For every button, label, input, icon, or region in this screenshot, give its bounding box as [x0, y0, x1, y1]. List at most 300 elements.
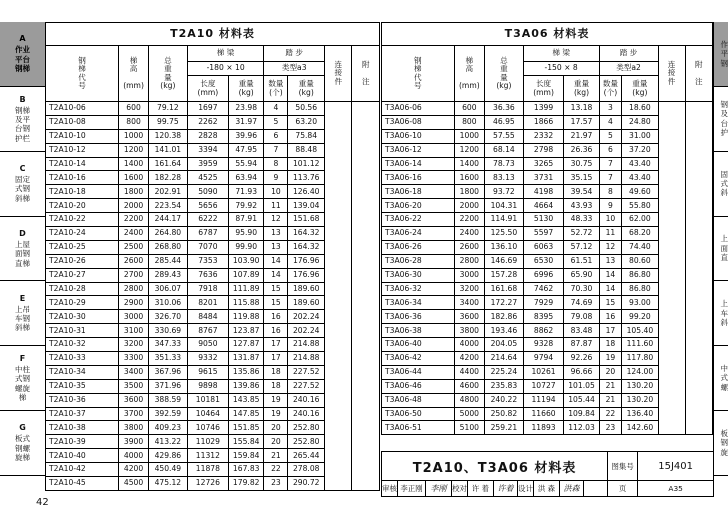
table-cell: 114.91: [485, 213, 524, 227]
table-cell: T3A06-38: [382, 324, 455, 338]
table-cell: T2A10-18: [46, 185, 119, 199]
sidebar-item-label: 中柱 式钢 螺旋 梯: [15, 364, 30, 403]
table-cell: 413.22: [148, 435, 187, 449]
table-cell: 71.93: [228, 185, 263, 199]
sidebar-item-d[interactable]: [0, 217, 45, 282]
table-cell: 3731: [523, 171, 564, 185]
table-cell: 202.24: [288, 324, 325, 338]
table-cell: 31.00: [622, 129, 658, 143]
check-label: 校对: [452, 481, 468, 497]
review-name: 李正刚: [398, 481, 426, 497]
table-cell: 4: [599, 115, 622, 129]
table-cell: 250.82: [485, 407, 524, 421]
table-cell: T2A10-08: [46, 115, 119, 129]
table-cell: 63.20: [288, 115, 325, 129]
atlas-number: 15J401: [638, 452, 714, 481]
table-cell: 78.73: [485, 157, 524, 171]
table-cell: 1400: [119, 157, 149, 171]
table-cell: T3A06-20: [382, 199, 455, 213]
table-cell: 3100: [119, 324, 149, 338]
table-title: T3A06 材料表: [382, 23, 713, 46]
header-connector: 连 接 件: [658, 46, 685, 102]
table-cell: 800: [119, 115, 149, 129]
table-cell: 136.10: [485, 240, 524, 254]
table-cell: T2A10-20: [46, 199, 119, 213]
table-cell: T2A10-45: [46, 477, 119, 491]
table-cell: 39.96: [228, 129, 263, 143]
table-cell: 161.68: [485, 282, 524, 296]
table-cell: 23: [264, 477, 288, 491]
header-step-type: 类型a3: [264, 62, 325, 76]
table-cell: 1400: [454, 157, 485, 171]
table-cell: T3A06-51: [382, 421, 455, 435]
table-cell: 371.96: [148, 379, 187, 393]
table-cell: 112.03: [564, 421, 599, 435]
table-cell: 4400: [454, 365, 485, 379]
table-cell: 3800: [119, 421, 149, 435]
table-cell: 86.80: [622, 268, 658, 282]
table-cell: 204.05: [485, 338, 524, 352]
table-cell: 18.60: [622, 102, 658, 116]
table-cell: 18: [264, 379, 288, 393]
right-category-stub: [713, 22, 728, 476]
table-cell: 202.24: [288, 310, 325, 324]
table-cell: 9332: [187, 352, 228, 366]
table-cell: 83.13: [485, 171, 524, 185]
table-cell: 11: [599, 227, 622, 241]
table-cell: 20: [599, 365, 622, 379]
table-cell: T3A06-22: [382, 213, 455, 227]
table-cell: 9: [599, 199, 622, 213]
check-signature: 许着: [494, 481, 518, 497]
table-cell: 157.28: [485, 268, 524, 282]
table-cell: 2500: [119, 240, 149, 254]
table-cell: T3A06-30: [382, 268, 455, 282]
sidebar-item-c[interactable]: [0, 152, 45, 217]
table-cell: 12: [599, 240, 622, 254]
table-cell: 11660: [523, 407, 564, 421]
table-cell: 3300: [119, 352, 149, 366]
table-cell: T2A10-29: [46, 296, 119, 310]
table-cell: 8767: [187, 324, 228, 338]
table-cell: 7: [599, 171, 622, 185]
header-weight: 总 重 量 (kg): [485, 46, 524, 102]
table-cell: 10: [599, 213, 622, 227]
table-cell: 2000: [119, 199, 149, 213]
table-cell: 31.97: [228, 115, 263, 129]
table-cell: 2332: [523, 129, 564, 143]
table-cell: 10464: [187, 407, 228, 421]
table-cell: 4600: [454, 379, 485, 393]
table-cell: 65.90: [564, 268, 599, 282]
table-cell: 1697: [187, 102, 228, 116]
table-cell: T3A06-50: [382, 407, 455, 421]
table-cell: 367.96: [148, 365, 187, 379]
sidebar-item-a[interactable]: [0, 22, 45, 87]
table-cell: 139.04: [288, 199, 325, 213]
table-cell: 10181: [187, 393, 228, 407]
table-cell: 4664: [523, 199, 564, 213]
table-cell: 21: [599, 379, 622, 393]
table-cell: 3959: [187, 157, 228, 171]
table-cell: T3A06-48: [382, 393, 455, 407]
table-cell: 142.60: [622, 421, 658, 435]
table-cell: T3A06-16: [382, 171, 455, 185]
table-cell: 10727: [523, 379, 564, 393]
table-cell: 79.08: [564, 310, 599, 324]
table-cell: 268.80: [148, 240, 187, 254]
header-note: 附 注: [352, 46, 380, 102]
table-cell: 80.60: [622, 254, 658, 268]
table-cell: 103.90: [228, 254, 263, 268]
table-cell: 57.12: [564, 240, 599, 254]
table-cell: 14: [264, 268, 288, 282]
table-cell: 15: [264, 282, 288, 296]
table-cell: 127.87: [228, 338, 263, 352]
table-cell: 68.14: [485, 143, 524, 157]
table-cell: 176.96: [288, 268, 325, 282]
sidebar-item-label: 上吊 车钢 斜梯: [15, 304, 30, 333]
table-cell: T3A06-06: [382, 102, 455, 116]
table-cell: 8201: [187, 296, 228, 310]
table-cell: 43.40: [622, 171, 658, 185]
table-cell: 2828: [187, 129, 228, 143]
table-cell: 17: [599, 324, 622, 338]
category-sidebar: [0, 22, 46, 476]
table-cell: 2600: [454, 240, 485, 254]
table-cell: 388.59: [148, 393, 187, 407]
table-cell: 5000: [454, 407, 485, 421]
table-cell: 88.48: [288, 143, 325, 157]
table-cell: T2A10-32: [46, 338, 119, 352]
connector-spec: [325, 102, 352, 491]
sidebar-item-key: A: [19, 34, 26, 44]
table-cell: 8862: [523, 324, 564, 338]
sidebar-item-b[interactable]: [0, 87, 45, 152]
table-cell: 24.80: [622, 115, 658, 129]
page-label: 页: [608, 481, 638, 497]
table-cell: 2800: [119, 282, 149, 296]
atlas-label: 图集号: [608, 452, 638, 481]
table-cell: 23: [599, 421, 622, 435]
right-stub-label: 上 车 斜: [720, 299, 728, 327]
table-cell: 62.00: [622, 213, 658, 227]
table-cell: 4: [264, 102, 288, 116]
table-cell: 30.75: [564, 157, 599, 171]
table-cell: 125.50: [485, 227, 524, 241]
table-cell: 5100: [454, 421, 485, 435]
header-note: 附 注: [685, 46, 712, 102]
table-cell: 1600: [454, 171, 485, 185]
table-cell: 1800: [454, 185, 485, 199]
table-cell: 4200: [454, 352, 485, 366]
table-cell: 6530: [523, 254, 564, 268]
table-cell: T3A06-24: [382, 227, 455, 241]
table-cell: T3A06-42: [382, 352, 455, 366]
table-cell: 20: [264, 435, 288, 449]
table-cell: 46.95: [485, 115, 524, 129]
review-label: 审核: [382, 481, 398, 497]
table-cell: 16: [599, 310, 622, 324]
check-name: 许 着: [468, 481, 494, 497]
header-beam-weight: 重量 (kg): [228, 76, 263, 102]
table-cell: 47.95: [228, 143, 263, 157]
table-cell: 79.12: [148, 102, 187, 116]
table-cell: 310.06: [148, 296, 187, 310]
table-cell: 99.20: [622, 310, 658, 324]
table-title: T2A10 材料表: [46, 23, 380, 46]
table-cell: 10: [264, 185, 288, 199]
table-cell: 392.59: [148, 407, 187, 421]
table-cell: T3A06-26: [382, 240, 455, 254]
header-length: 长度 (mm): [187, 76, 228, 102]
table-cell: 2262: [187, 115, 228, 129]
table-cell: 8: [264, 157, 288, 171]
table-cell: T2A10-33: [46, 352, 119, 366]
table-cell: 214.88: [288, 352, 325, 366]
right-stub-label: 板 钢 旋: [720, 428, 728, 457]
right-stub-label: 钢 及 台 护: [720, 100, 728, 138]
design-label: 设计: [518, 481, 534, 497]
sidebar-item-label: 固定 式钢 斜梯: [15, 175, 30, 203]
sidebar-item-key: E: [19, 293, 26, 303]
table-cell: 155.84: [228, 435, 263, 449]
table-cell: 93.00: [622, 296, 658, 310]
table-cell: 7353: [187, 254, 228, 268]
table-cell: 9: [264, 171, 288, 185]
table-cell: 306.07: [148, 282, 187, 296]
review-signature: 李刚: [426, 481, 452, 497]
table-cell: 21.97: [564, 129, 599, 143]
connector-spec: [658, 102, 685, 435]
table-cell: T2A10-36: [46, 393, 119, 407]
sidebar-item-label: 板式 钢螺 旋梯: [15, 434, 30, 463]
table-cell: 141.01: [148, 143, 187, 157]
table-cell: 20: [264, 421, 288, 435]
header-beam: 梯 梁: [523, 46, 599, 62]
sidebar-item-key: B: [19, 94, 26, 104]
table-cell: 2200: [454, 213, 485, 227]
table-cell: 101.05: [564, 379, 599, 393]
table-cell: 9898: [187, 379, 228, 393]
table-cell: 11312: [187, 449, 228, 463]
sidebar-item-key: G: [19, 423, 26, 433]
table-cell: 7929: [523, 296, 564, 310]
header-beam: 梯 梁: [187, 46, 264, 62]
table-cell: 96.66: [564, 365, 599, 379]
table-cell: 3: [599, 102, 622, 116]
table-cell: 5: [264, 115, 288, 129]
table-cell: 429.86: [148, 449, 187, 463]
sidebar-item-label: 上屋 面钢 直梯: [15, 239, 30, 268]
table-cell: 17.57: [564, 115, 599, 129]
table-cell: 113.76: [288, 171, 325, 185]
table-cell: 14: [599, 268, 622, 282]
table-cell: 107.89: [228, 268, 263, 282]
table-cell: T2A10-14: [46, 157, 119, 171]
table-cell: 8484: [187, 310, 228, 324]
table-cell: 3600: [454, 310, 485, 324]
table-cell: 475.12: [148, 477, 187, 491]
table-cell: 800: [454, 115, 485, 129]
header-step: 踏 步: [264, 46, 325, 62]
table-cell: 7: [599, 157, 622, 171]
table-cell: 2798: [523, 143, 564, 157]
table-cell: 13: [599, 254, 622, 268]
table-cell: 1200: [454, 143, 485, 157]
table-cell: 189.60: [288, 282, 325, 296]
table-cell: 9794: [523, 352, 564, 366]
table-cell: 3265: [523, 157, 564, 171]
table-cell: 111.89: [228, 282, 263, 296]
table-cell: 19: [599, 352, 622, 366]
header-connector: 连 接 件: [325, 46, 352, 102]
header-height: 梯 高 (mm): [119, 46, 149, 102]
header-qty: 数量 (个): [264, 76, 288, 102]
table-cell: T3A06-18: [382, 185, 455, 199]
right-stub-label: 作 平 钢: [720, 39, 728, 68]
table-cell: 2900: [119, 296, 149, 310]
table-cell: 75.84: [288, 129, 325, 143]
table-cell: T2A10-22: [46, 213, 119, 227]
table-cell: 105.44: [564, 393, 599, 407]
table-cell: 131.87: [228, 352, 263, 366]
table-cell: T2A10-12: [46, 143, 119, 157]
table-cell: 600: [119, 102, 149, 116]
table-cell: 3400: [454, 296, 485, 310]
table-cell: 21: [264, 449, 288, 463]
table-cell: 7636: [187, 268, 228, 282]
table-cell: 21: [599, 393, 622, 407]
table-cell: 1200: [119, 143, 149, 157]
table-cell: 5: [599, 129, 622, 143]
table-cell: 19: [264, 393, 288, 407]
table-cell: 6: [599, 143, 622, 157]
table-cell: 57.55: [485, 129, 524, 143]
table-cell: 6: [264, 129, 288, 143]
table-cell: 48.33: [564, 213, 599, 227]
table-cell: 225.24: [485, 365, 524, 379]
table-cell: 1866: [523, 115, 564, 129]
table-cell: 61.51: [564, 254, 599, 268]
header-step-weight: 重量 (kg): [622, 76, 658, 102]
table-cell: 3800: [454, 324, 485, 338]
note-cell: [685, 102, 712, 435]
table-cell: 2400: [454, 227, 485, 241]
table-cell: 4000: [119, 449, 149, 463]
table-cell: 9050: [187, 338, 228, 352]
table-cell: 285.44: [148, 254, 187, 268]
table-cell: 159.84: [228, 449, 263, 463]
table-cell: 13: [264, 227, 288, 241]
table-cell: 223.54: [148, 199, 187, 213]
table-cell: 4198: [523, 185, 564, 199]
table-cell: 11878: [187, 463, 228, 477]
sidebar-item-f[interactable]: [0, 346, 45, 411]
table-cell: 83.48: [564, 324, 599, 338]
table-cell: 99.75: [148, 115, 187, 129]
table-cell: T3A06-14: [382, 157, 455, 171]
table-cell: 123.87: [228, 324, 263, 338]
table-cell: 130.20: [622, 393, 658, 407]
drawing-title: T2A10、T3A06 材料表: [382, 452, 608, 481]
table-cell: 290.72: [288, 477, 325, 491]
table-cell: 6996: [523, 268, 564, 282]
header-beam-weight: 重量 (kg): [564, 76, 599, 102]
table-cell: 3200: [454, 282, 485, 296]
right-stub-label: 上 面 直: [720, 234, 728, 263]
table-cell: 227.52: [288, 365, 325, 379]
right-stub-item: [714, 22, 728, 87]
table-cell: 8395: [523, 310, 564, 324]
table-cell: 409.23: [148, 421, 187, 435]
table-cell: 4800: [454, 393, 485, 407]
table-cell: 450.49: [148, 463, 187, 477]
table-cell: 39.54: [564, 185, 599, 199]
table-cell: 10746: [187, 421, 228, 435]
table-cell: 92.26: [564, 352, 599, 366]
table-cell: 3000: [119, 310, 149, 324]
table-cell: T2A10-35: [46, 379, 119, 393]
table-cell: 52.72: [564, 227, 599, 241]
table-cell: 172.27: [485, 296, 524, 310]
right-stub-item: [714, 152, 728, 217]
table-cell: 13.18: [564, 102, 599, 116]
table-cell: 6222: [187, 213, 228, 227]
table-cell: 2700: [119, 268, 149, 282]
table-cell: 119.88: [228, 310, 263, 324]
table-cell: 6063: [523, 240, 564, 254]
header-beam-spec: -180 × 10: [187, 62, 264, 76]
table-cell: 227.52: [288, 379, 325, 393]
table-cell: T2A10-37: [46, 407, 119, 421]
header-step-type: 类型a2: [599, 62, 658, 76]
table-cell: 5656: [187, 199, 228, 213]
table-cell: 182.28: [148, 171, 187, 185]
t3a06-material-table: [381, 22, 713, 435]
table-cell: 5597: [523, 227, 564, 241]
table-cell: 74.40: [622, 240, 658, 254]
table-cell: 87.87: [564, 338, 599, 352]
table-cell: T3A06-46: [382, 379, 455, 393]
table-cell: 18: [264, 365, 288, 379]
table-cell: T2A10-10: [46, 129, 119, 143]
sidebar-item-g[interactable]: [0, 411, 45, 476]
table-cell: 347.33: [148, 338, 187, 352]
table-cell: 117.80: [622, 352, 658, 366]
table-cell: 12: [264, 213, 288, 227]
page-value: A35: [638, 481, 714, 497]
table-cell: 23.98: [228, 102, 263, 116]
table-cell: 17: [264, 352, 288, 366]
table-cell: 147.85: [228, 407, 263, 421]
table-cell: 252.80: [288, 435, 325, 449]
header-code: 钢 梯 代 号: [46, 46, 119, 102]
table-cell: 26.36: [564, 143, 599, 157]
table-cell: 43.40: [622, 157, 658, 171]
sidebar-item-e[interactable]: [0, 281, 45, 346]
header-step: 踏 步: [599, 46, 658, 62]
table-cell: 68.20: [622, 227, 658, 241]
table-cell: 124.00: [622, 365, 658, 379]
table-cell: 17: [264, 338, 288, 352]
table-cell: T2A10-31: [46, 324, 119, 338]
table-cell: 7462: [523, 282, 564, 296]
table-cell: 330.69: [148, 324, 187, 338]
table-cell: 120.38: [148, 129, 187, 143]
table-cell: 79.92: [228, 199, 263, 213]
table-cell: 164.32: [288, 227, 325, 241]
